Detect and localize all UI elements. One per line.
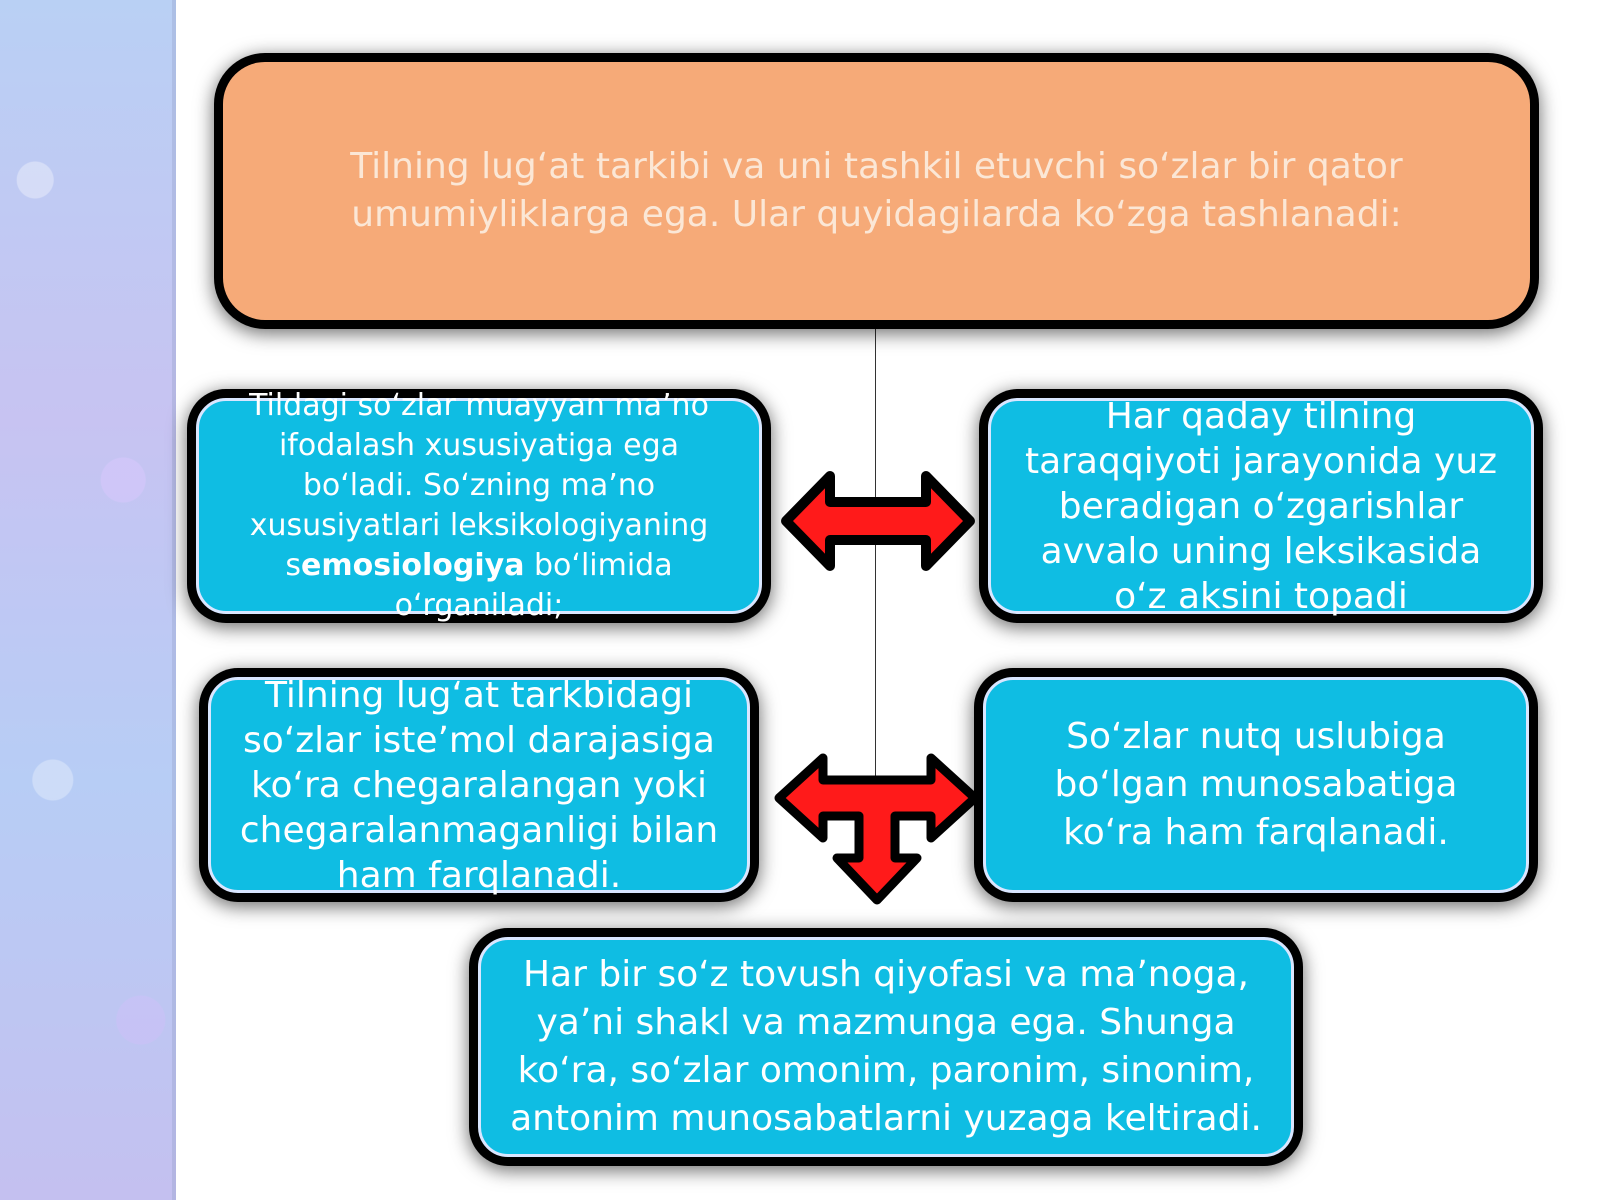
box-top-left bbox=[196, 388, 762, 623]
box-top-left-bold-term: emosiologiya bbox=[301, 548, 525, 583]
three-way-t-arrow-icon bbox=[771, 750, 983, 908]
box-bottom-text: Har bir so‘z tovush qiyofasi va ma’noga, ya’ni shakl va mazmunga ega. Shunga ko‘ra, so‘zlar omonim, paronim, sinonim, antonim munosabatlarni yuzaga keltiradi. bbox=[510, 954, 1262, 1139]
box-top-right bbox=[988, 395, 1534, 617]
box-top-right-text: Har qaday tilning taraqqiyoti jarayonida yuz beradigan o‘zgarishlar avvalo uning leksikasida o‘z aksini topadi bbox=[1024, 395, 1498, 617]
box-middle-right bbox=[983, 677, 1529, 893]
box-middle-left bbox=[208, 674, 750, 896]
box-middle-right-text: So‘zlar nutq uslubiga bo‘lgan munosabatiga ko‘ra ham farqlanadi. bbox=[1054, 716, 1458, 853]
box-top-left-text-part2: bo‘limida o‘rganiladi; bbox=[394, 548, 673, 623]
decorative-side-strip bbox=[0, 0, 176, 1200]
title-text: Tilning lug‘at tarkibi va uni tashkil etuvchi so‘zlar bir qator umumiyliklarga ega. Ular quyidagilarda ko‘zga tashlanadi: bbox=[350, 146, 1403, 235]
box-top-left-text bbox=[229, 386, 729, 626]
box-middle-left-text: Tilning lug‘at tarkbidagi so‘zlar iste’mol darajasiga ko‘ra chegaralangan yoki chegaralanmaganligi bilan ham farqlanadi. bbox=[239, 674, 719, 896]
double-headed-horizontal-arrow-icon bbox=[778, 466, 978, 576]
box-bottom bbox=[478, 937, 1294, 1157]
title-box bbox=[223, 62, 1530, 320]
box-top-left-text-part1: Tildagi so‘zlar muayyan ma’no ifodalash xususiyatiga ega bo‘ladi. So‘zning ma’no xususiyatlari leksikologiyaning s bbox=[249, 388, 709, 583]
